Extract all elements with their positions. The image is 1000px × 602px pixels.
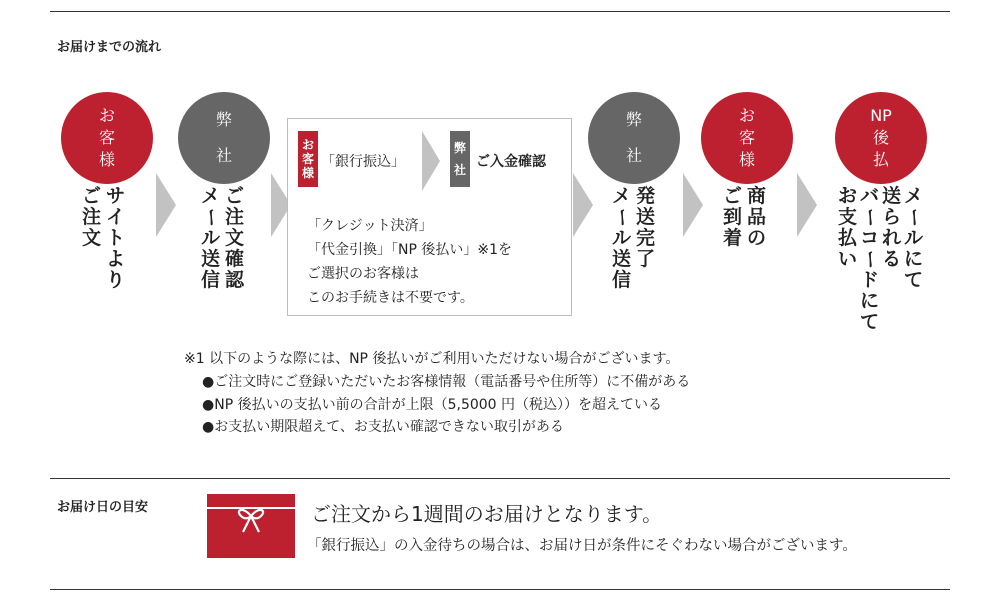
chevron-right-icon xyxy=(156,173,176,237)
flow-section-title: お届けまでの流れ xyxy=(57,40,162,55)
step1-text-line2: ご 注 文 xyxy=(82,185,102,249)
step5-text-line2: 送 ら れ る xyxy=(882,185,902,270)
np-note-item: ●お支払い期限超えて、お支払い確認できない取引がある xyxy=(202,419,564,435)
step2-text-line2: メ ー ル 送 信 xyxy=(200,185,223,291)
company-tag: 弊 社 xyxy=(450,131,470,187)
step2-text-line1: ご 注 文 確 認 xyxy=(225,185,245,291)
bank-transfer-label: 「銀行振込」 xyxy=(321,154,405,170)
step1-text-line1: サ イ ト よ り xyxy=(106,185,126,291)
step4-text-line2: ご 到 着 xyxy=(723,185,743,249)
box-line-1: 「クレジット決済」 xyxy=(307,218,433,234)
delivery-section-title: お届け日の目安 xyxy=(57,500,149,515)
step3-text-line2: メ ー ル 送 信 xyxy=(611,185,634,291)
np-note-item: ●NP 後払いの支払い前の合計が上限（5,5000 円（税込））を超えている xyxy=(202,397,663,413)
bottom-rule xyxy=(50,589,950,590)
chevron-right-icon xyxy=(573,173,593,237)
step4-circle-customer: お 客 様 xyxy=(701,92,793,184)
gift-ribbon-icon xyxy=(207,494,295,558)
delivery-note: 「銀行振込」の入金待ちの場合は、お届け日が条件にそぐわない場合がございます。 xyxy=(307,538,857,554)
delivery-estimate: ご注文から1週間のお届けとなります。 xyxy=(311,502,663,526)
chevron-right-icon xyxy=(422,131,440,191)
box-line-3: ご選択のお客様は xyxy=(307,266,419,282)
step5-text-line1: メ ー ル に て xyxy=(903,185,926,291)
chevron-right-icon xyxy=(683,173,703,237)
step5-text-line3: バ ー コ ー ド に て xyxy=(859,185,882,333)
chevron-right-icon xyxy=(797,173,817,237)
np-notes-heading: ※1 以下のような際には、NP 後払いがご利用いただけない場合がございます。 xyxy=(184,351,680,367)
step5-text-line4: お 支 払 い xyxy=(838,185,858,270)
section-divider xyxy=(50,478,950,479)
box-line-4: このお手続きは不要です。 xyxy=(307,290,474,306)
step3-circle-company: 弊 社 xyxy=(588,92,680,184)
payment-confirm-label: ご入金確認 xyxy=(476,154,546,170)
step2-circle-company: 弊 社 xyxy=(178,92,270,184)
step5-circle-np: NP 後 払 xyxy=(835,92,927,184)
step1-circle-customer: お 客 様 xyxy=(61,92,153,184)
step4-text-line1: 商 品 の xyxy=(747,185,767,249)
bank-transfer-box xyxy=(287,118,572,316)
customer-tag: お 客 様 xyxy=(298,131,318,187)
top-rule xyxy=(50,11,950,12)
step3-text-line1: 発 送 完 了 xyxy=(636,185,656,270)
box-line-2: 「代金引換」「NP 後払い」※1を xyxy=(307,242,513,258)
np-note-item: ●ご注文時にご登録いただいたお客様情報（電話番号や住所等）に不備がある xyxy=(202,374,691,390)
